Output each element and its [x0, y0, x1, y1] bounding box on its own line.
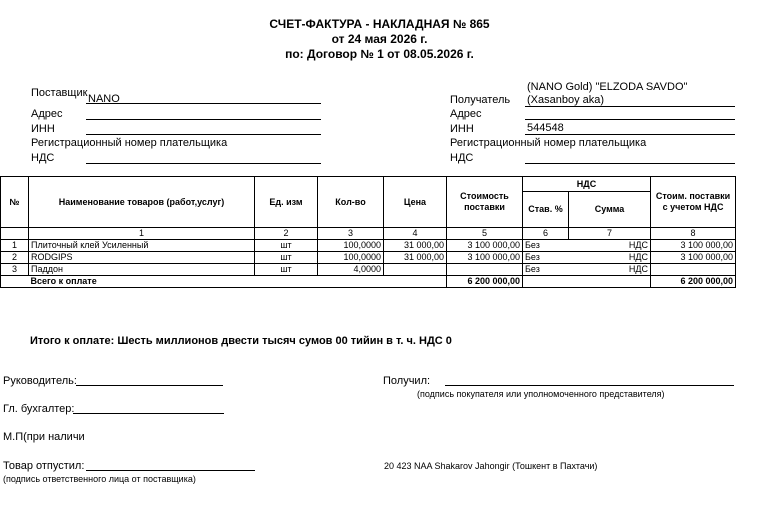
document-date: от 24 мая 2026 г. — [331, 32, 428, 46]
accountant-sign-line — [73, 413, 224, 414]
row-rate: Без — [523, 264, 569, 276]
row-name: Паддон — [29, 264, 255, 276]
column-numbers-row — [1, 228, 736, 240]
released-note: (подпись ответственного лица от поставщика) — [3, 474, 196, 484]
supplier-address-line — [86, 119, 321, 120]
buyer-inn-label: ИНН — [450, 123, 474, 135]
driver-info: 20 423 NAA Shakarov Jahongir (Тошкент в Пахтачи) — [384, 461, 598, 471]
buyer-address-line — [525, 119, 735, 120]
released-label: Товар отпустил: — [3, 460, 85, 472]
row-cost: 3 100 000,00 — [447, 240, 523, 252]
director-label: Руководитель: — [3, 375, 77, 387]
supplier-reg-label: Регистрационный номер плательщика — [31, 137, 228, 149]
colnum-4: 4 — [384, 228, 447, 240]
supplier-address-label: Адрес — [31, 108, 63, 120]
header-rate: Став. % — [523, 192, 569, 228]
row-unit: шт — [255, 240, 318, 252]
colnum-6: 6 — [523, 228, 569, 240]
document-contract: по: Договор № 1 от 08.05.2026 г. — [285, 47, 474, 61]
supplier-value: NANO — [88, 93, 120, 105]
invoice-table — [0, 176, 736, 288]
row-sum: НДС — [569, 252, 651, 264]
row-num: 2 — [1, 252, 29, 264]
buyer-value-line2: (Xasanboy aka) — [527, 94, 605, 106]
row-qty: 4,0000 — [318, 264, 384, 276]
received-note: (подпись покупателя или уполномоченного представителя) — [417, 389, 665, 399]
received-sign-line — [445, 385, 734, 386]
buyer-address-label: Адрес — [450, 108, 482, 120]
row-cost: 3 100 000,00 — [447, 252, 523, 264]
supplier-line — [86, 103, 321, 104]
row-price: 31 000,00 — [384, 240, 447, 252]
row-rate: Без — [523, 252, 569, 264]
row-sum: НДС — [569, 240, 651, 252]
total-cost: 6 200 000,00 — [447, 276, 523, 288]
document-title: СЧЕТ-ФАКТУРА - НАКЛАДНАЯ № 865 — [269, 17, 490, 31]
total-total: 6 200 000,00 — [651, 276, 736, 288]
row-num: 3 — [1, 264, 29, 276]
header-nds: НДС — [523, 177, 651, 192]
row-qty: 100,0000 — [318, 240, 384, 252]
row-total: 3 100 000,00 — [651, 240, 736, 252]
row-num: 1 — [1, 240, 29, 252]
colnum-5: 5 — [447, 228, 523, 240]
buyer-value-line1: (NANO Gold) "ELZODA SAVDO" — [527, 81, 688, 93]
row-sum: НДС — [569, 264, 651, 276]
buyer-nds-label: НДС — [450, 152, 474, 164]
row-total: 3 100 000,00 — [651, 252, 736, 264]
row-qty: 100,0000 — [318, 252, 384, 264]
supplier-inn-label: ИНН — [31, 123, 55, 135]
header-price: Цена — [384, 177, 447, 228]
buyer-nds-line — [525, 163, 735, 164]
released-sign-line — [86, 470, 255, 471]
header-unit: Ед. изм — [255, 177, 318, 228]
row-rate: Без — [523, 240, 569, 252]
row-unit: шт — [255, 252, 318, 264]
buyer-line — [525, 106, 735, 107]
header-qty: Кол-во — [318, 177, 384, 228]
table-header-row — [1, 177, 736, 192]
received-label: Получил: — [383, 375, 431, 387]
row-price — [384, 264, 447, 276]
supplier-label: Поставщик — [31, 87, 88, 99]
table-total-row — [1, 276, 736, 288]
table-row — [1, 252, 736, 264]
total-num-blank — [1, 276, 29, 288]
row-price: 31 000,00 — [384, 252, 447, 264]
total-label: Всего к оплате — [29, 276, 447, 288]
colnum-2: 2 — [255, 228, 318, 240]
header-cost: Стоимость поставки — [447, 177, 523, 228]
total-in-words: Итого к оплате: Шесть миллионов двести тысяч сумов 00 тийин в т. ч. НДС 0 — [30, 335, 452, 347]
header-sum: Сумма — [569, 192, 651, 228]
row-unit: шт — [255, 264, 318, 276]
colnum-1: 1 — [29, 228, 255, 240]
supplier-nds-label: НДС — [31, 152, 55, 164]
colnum-8: 8 — [651, 228, 736, 240]
header-name: Наименование товаров (работ,услуг) — [29, 177, 255, 228]
supplier-nds-line — [86, 163, 321, 164]
stamp-label: М.П(при наличи — [3, 431, 85, 443]
colnum-7: 7 — [569, 228, 651, 240]
row-name: Плиточный клей Усиленный — [29, 240, 255, 252]
buyer-reg-label: Регистрационный номер плательщика — [450, 137, 647, 149]
row-cost — [447, 264, 523, 276]
header-total: Стоим. поставки с учетом НДС — [651, 177, 736, 228]
buyer-inn-value: 544548 — [527, 122, 564, 134]
supplier-inn-line — [86, 134, 321, 135]
row-total — [651, 264, 736, 276]
director-sign-line — [76, 385, 223, 386]
colnum-3: 3 — [318, 228, 384, 240]
colnum-blank — [1, 228, 29, 240]
buyer-inn-line — [525, 134, 735, 135]
total-nds-blank — [523, 276, 651, 288]
buyer-label: Получатель — [450, 94, 511, 106]
header-num: № — [1, 177, 29, 228]
row-name: RODGIPS — [29, 252, 255, 264]
accountant-label: Гл. бухгалтер: — [3, 403, 75, 415]
table-row — [1, 240, 736, 252]
table-row — [1, 264, 736, 276]
